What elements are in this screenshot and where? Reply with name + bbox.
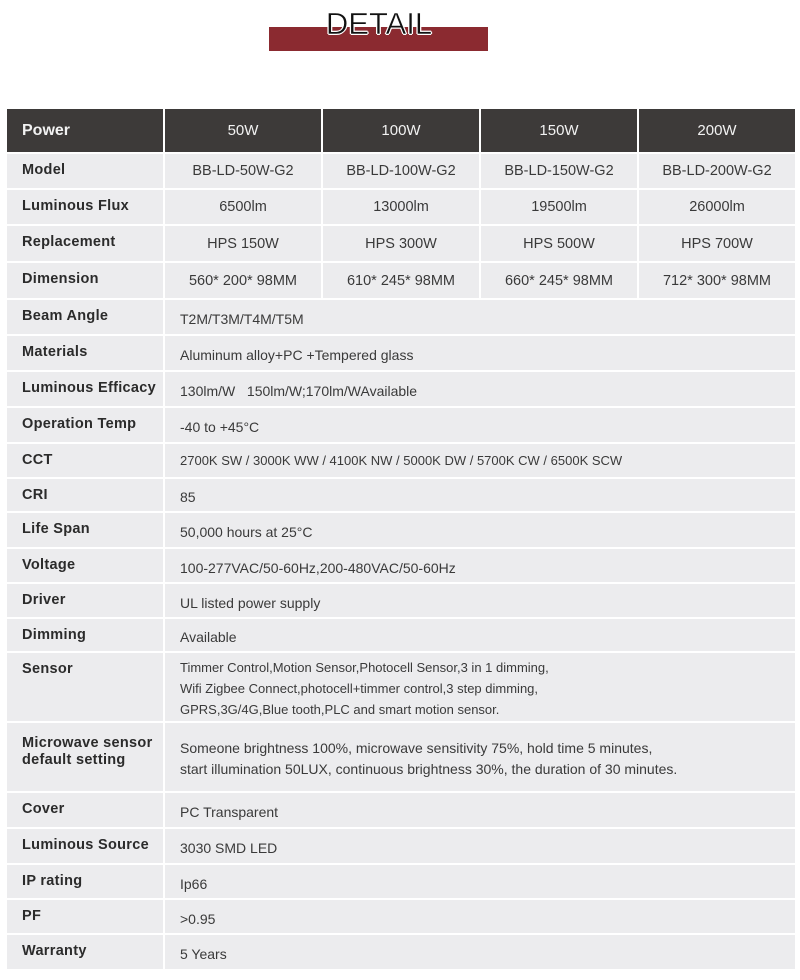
cell-value: 2700K SW / 3000K WW / 4100K NW / 5000K DW / 5700K CW / 6500K SCW xyxy=(164,443,796,478)
header-power-label: Power xyxy=(6,108,164,153)
cell-value: 13000lm xyxy=(322,189,480,225)
table-row-cct xyxy=(6,443,796,478)
cell-value: 19500lm xyxy=(480,189,638,225)
sensor-line: GPRS,3G/4G,Blue tooth,PLC and smart motion sensor. xyxy=(180,701,500,717)
header-col-50w: 50W xyxy=(164,108,322,153)
table-row-pf xyxy=(6,899,796,934)
row-label: Luminous Source xyxy=(6,828,164,864)
header-col-200w: 200W xyxy=(638,108,796,153)
cell-value: 660* 245* 98MM xyxy=(480,262,638,299)
table-row-ip-rating xyxy=(6,864,796,899)
cell-value: 50,000 hours at 25°C xyxy=(164,512,796,548)
cell-value: 610* 245* 98MM xyxy=(322,262,480,299)
row-label: Cover xyxy=(6,792,164,828)
table-row-luminous-efficacy xyxy=(6,371,796,407)
cell-value: UL listed power supply xyxy=(164,583,796,618)
row-label: Replacement xyxy=(6,225,164,262)
cell-value: HPS 150W xyxy=(164,225,322,262)
table-row-voltage xyxy=(6,548,796,583)
row-label-line: default setting xyxy=(22,752,126,768)
cell-value: T2M/T3M/T4M/T5M xyxy=(164,299,796,335)
row-label: IP rating xyxy=(6,864,164,899)
microwave-line: start illumination 50LUX, continuous brightness 30%, the duration of 30 minutes. xyxy=(180,761,678,777)
row-label: Life Span xyxy=(6,512,164,548)
row-label: Luminous Flux xyxy=(6,189,164,225)
cell-value: Available xyxy=(164,618,796,652)
cell-value: BB-LD-50W-G2 xyxy=(164,153,322,189)
table-row-dimension xyxy=(6,262,796,299)
table-row-operation-temp xyxy=(6,407,796,443)
cell-value: 26000lm xyxy=(638,189,796,225)
table-row-warranty xyxy=(6,934,796,970)
cell-value-multiline xyxy=(164,652,796,722)
header-col-100w: 100W xyxy=(322,108,480,153)
row-label-line: Microwave sensor xyxy=(22,735,153,751)
table-row-cri xyxy=(6,478,796,512)
row-label: Beam Angle xyxy=(6,299,164,335)
cell-value: 3030 SMD LED xyxy=(164,828,796,864)
table-row-dimming xyxy=(6,618,796,652)
cell-value-multiline xyxy=(164,722,796,792)
cell-value: HPS 500W xyxy=(480,225,638,262)
table-row-sensor xyxy=(6,652,796,722)
cell-value: 85 xyxy=(164,478,796,512)
table-row-materials xyxy=(6,335,796,371)
row-label: Model xyxy=(6,153,164,189)
cell-value: Aluminum alloy+PC +Tempered glass xyxy=(164,335,796,371)
cell-value: 5 Years xyxy=(164,934,796,970)
row-label: Sensor xyxy=(6,652,164,722)
table-header-row xyxy=(6,108,796,153)
table-row-model xyxy=(6,153,796,189)
cell-value: HPS 700W xyxy=(638,225,796,262)
sensor-line: Timmer Control,Motion Sensor,Photocell Sensor,3 in 1 dimming, xyxy=(180,659,549,675)
spec-table xyxy=(5,107,797,971)
cell-value: HPS 300W xyxy=(322,225,480,262)
cell-value: 130lm/W 150lm/W;170lm/WAvailable xyxy=(164,371,796,407)
row-label: Luminous Efficacy xyxy=(6,371,164,407)
table-row-luminous-flux xyxy=(6,189,796,225)
table-row-beam-angle xyxy=(6,299,796,335)
row-label: Materials xyxy=(6,335,164,371)
row-label: Operation Temp xyxy=(6,407,164,443)
row-label: PF xyxy=(6,899,164,934)
row-label: Dimming xyxy=(6,618,164,652)
table-row-driver xyxy=(6,583,796,618)
row-label-multiline xyxy=(6,722,164,792)
cell-value: BB-LD-150W-G2 xyxy=(480,153,638,189)
microwave-line: Someone brightness 100%, microwave sensitivity 75%, hold time 5 minutes, xyxy=(180,740,653,756)
table-row-luminous-source xyxy=(6,828,796,864)
row-label: Voltage xyxy=(6,548,164,583)
header-col-150w: 150W xyxy=(480,108,638,153)
row-label: Warranty xyxy=(6,934,164,970)
row-label: CCT xyxy=(6,443,164,478)
table-row-cover xyxy=(6,792,796,828)
cell-value: -40 to +45°C xyxy=(164,407,796,443)
table-row-microwave-sensor xyxy=(6,722,796,792)
sensor-line: Wifi Zigbee Connect,photocell+timmer control,3 step dimming, xyxy=(180,680,539,696)
row-label: Dimension xyxy=(6,262,164,299)
cell-value: 100-277VAC/50-60Hz,200-480VAC/50-60Hz xyxy=(164,548,796,583)
cell-value: 6500lm xyxy=(164,189,322,225)
table-row-replacement xyxy=(6,225,796,262)
cell-value: Ip66 xyxy=(164,864,796,899)
cell-value: >0.95 xyxy=(164,899,796,934)
cell-value: BB-LD-100W-G2 xyxy=(322,153,480,189)
cell-value: BB-LD-200W-G2 xyxy=(638,153,796,189)
cell-value: PC Transparent xyxy=(164,792,796,828)
page-title: DETAIL xyxy=(325,6,433,41)
row-label: CRI xyxy=(6,478,164,512)
table-row-life-span xyxy=(6,512,796,548)
row-label: Driver xyxy=(6,583,164,618)
cell-value: 560* 200* 98MM xyxy=(164,262,322,299)
cell-value: 712* 300* 98MM xyxy=(638,262,796,299)
